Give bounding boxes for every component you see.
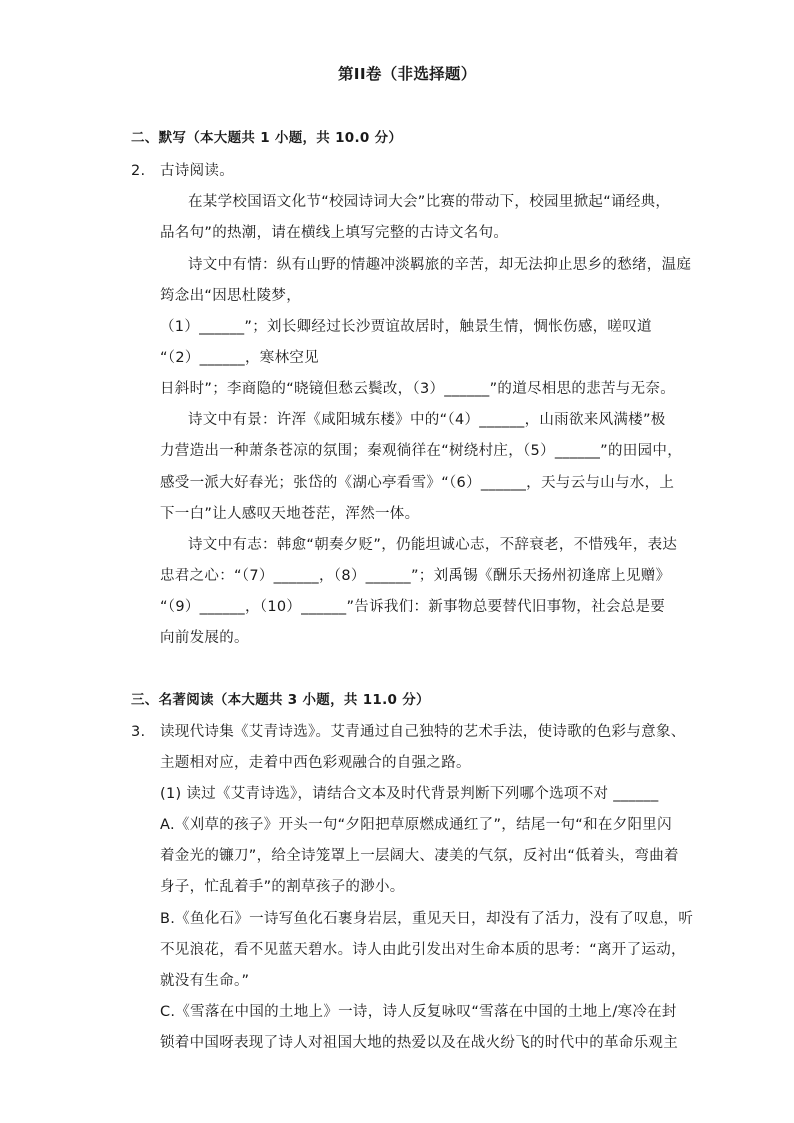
text-line: 感受一派大好春光；张岱的《湖心亭看雪》“（6）______，天与云与山与水，上 — [160, 475, 675, 491]
option-line: 着金光的镰刀”，给全诗笼罩上一层阔大、凄美的气氛，反衬出“低着头，弯曲着 — [160, 848, 679, 864]
text-line: 向前发展的。 — [160, 630, 249, 646]
text-line: 忠君之心：“（7）______，（8）______”；刘禹锡《酬乐天扬州初逢席上见赠》 — [160, 568, 671, 584]
option-line: 身子，忙乱着手”的割草孩子的渺小。 — [160, 879, 405, 895]
question-number: 2. — [131, 163, 146, 179]
text-line: 诗文中有情：纵有山野的情趣冲淡羁旅的辛苦，却无法抑止思乡的愁绪，温庭 — [188, 257, 692, 273]
option-line: B.《鱼化石》一诗写鱼化石裹身岩层，重见天日，却没有了活力，没有了叹息，听 — [160, 911, 694, 927]
option-line: 锁着中国呀表现了诗人对祖国大地的热爱以及在战火纷飞的时代中的革命乐观主 — [160, 1035, 678, 1051]
text-line: 读现代诗集《艾青诗选》。艾青通过自己独特的艺术手法，使诗歌的色彩与意象、 — [160, 724, 686, 740]
option-line: 就没有生命。” — [160, 973, 250, 989]
page-title: 第II卷（非选择题） — [338, 65, 477, 83]
text-line: “（9）______，（10）______”告诉我们：新事物总要替代旧事物，社会总是要 — [160, 599, 666, 615]
option-line: 不见浪花，看不见蓝天碧水。诗人由此引发出对生命本质的思考：“离开了运动， — [160, 942, 686, 958]
text-line: 品名句”的热潮，请在横线上填写完整的古诗文名句。 — [160, 225, 509, 241]
text-line: （1）______”；刘长卿经过长沙贾谊故居时，触景生情，惆怅伤感，嗟叹道 — [160, 319, 652, 335]
text-line: “（2）______，寒林空见 — [160, 350, 319, 366]
text-line: 力营造出一种萧条苍凉的氛围；秦观徜徉在“树绕村庄，（5）______”的田园中， — [160, 443, 682, 459]
text-line: 在某学校国语文化节“校园诗词大会”比赛的带动下，校园里掀起“诵经典， — [188, 194, 671, 210]
text-line: 主题相对应，走着中西色彩观融合的自强之路。 — [160, 755, 471, 771]
text-line: 诗文中有景：许浑《咸阳城东楼》中的“（4）______，山雨欲来风满楼”极 — [188, 412, 666, 428]
question-number: 3. — [131, 724, 146, 740]
text-line: 诗文中有志：韩愈“朝奏夕贬”，仍能坦诚心志，不辞衰老，不惜残年，表达 — [188, 537, 678, 553]
text-line: 下一白”让人感叹天地苍茫，浑然一体。 — [160, 506, 420, 522]
section-heading: 二、默写（本大题共 1 小题，共 10.0 分） — [131, 130, 403, 146]
question-title: 古诗阅读。 — [160, 163, 234, 179]
sub-question: (1) 读过《艾青诗选》，请结合文本及时代背景判断下列哪个选项不对 ______ — [160, 786, 659, 802]
option-line: A.《刈草的孩子》开头一句“夕阳把草原燃成通红了”，结尾一句“和在夕阳里闪 — [160, 817, 672, 833]
text-line: 筠念出“因思杜陵梦， — [160, 288, 302, 304]
option-line: C.《雪落在中国的土地上》一诗，诗人反复咏叹“雪落在中国的土地上/寒冷在封 — [160, 1004, 677, 1020]
section-heading: 三、名著阅读（本大题共 3 小题，共 11.0 分） — [131, 692, 430, 708]
text-line: 日斜时”；李商隐的“晓镜但愁云鬓改，（3）______”的道尽相思的悲苦与无奈。 — [160, 381, 676, 397]
